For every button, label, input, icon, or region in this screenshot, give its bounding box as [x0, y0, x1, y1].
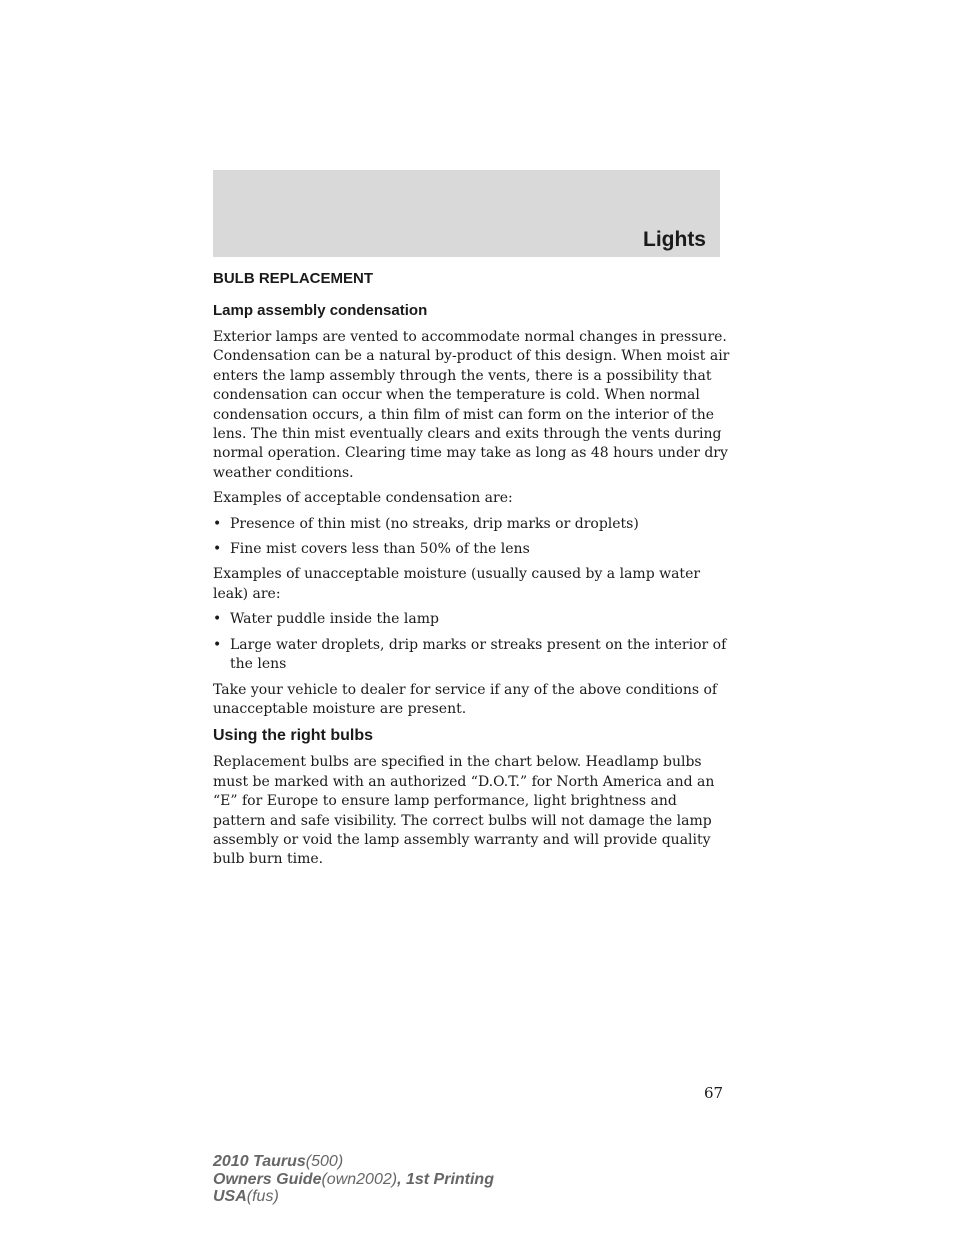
- section-header-band: [213, 170, 720, 257]
- service-paragraph: Take your vehicle to dealer for service if any of the above conditions of unacceptable moisture are present.: [213, 681, 718, 717]
- bullet-icon: •: [213, 636, 222, 653]
- section-title: Lights: [643, 228, 706, 251]
- list-item: • Water puddle inside the lamp: [213, 610, 733, 629]
- bullet-icon: •: [213, 611, 222, 628]
- footer-model-code: (500): [305, 1153, 344, 1170]
- footer-model: 2010 Taurus: [213, 1153, 306, 1170]
- footer-guide: Owners Guide: [213, 1170, 322, 1188]
- acceptable-list: [213, 515, 733, 560]
- list-item: • Presence of thin mist (no streaks, drip marks or droplets): [213, 515, 733, 534]
- list-item: • Large water droplets, drip marks or streaks present on the interior of the lens: [213, 636, 727, 673]
- bulbs-heading: Using the right bulbs: [213, 727, 373, 745]
- main-heading: BULB REPLACEMENT: [213, 270, 373, 287]
- footer-line-model: [213, 1153, 494, 1171]
- bulbs-paragraph: Replacement bulbs are specified in the chart below. Headlamp bulbs must be marked with an authorized “D.O.T.” for North America and an “E” for Europe to ensure lamp performance, light brightness and pattern and safe visibility. The correct bulbs will not damage the lamp assembly or void the lamp assembly warranty and will provide quality bulb burn time.: [213, 754, 715, 868]
- print-footer: [213, 1153, 494, 1206]
- condensation-heading: Lamp assembly condensation: [213, 302, 428, 319]
- footer-line-market: [213, 1188, 494, 1206]
- page-content: [213, 268, 733, 876]
- list-item: • Fine mist covers less than 50% of the lens: [213, 540, 733, 559]
- footer-printing: , 1st Printing: [397, 1170, 494, 1188]
- unacceptable-list: [213, 610, 733, 674]
- footer-market-code: (fus): [246, 1188, 279, 1205]
- condensation-paragraph: Exterior lamps are vented to accommodate normal changes in pressure. Condensation can be a natural by-product of this design. When moist air enters the lamp assembly through the vents, there is a possibility that condensation can occur when the temperature is cold. When normal condensation occurs, a thin film of mist can form on the interior of the lens. The thin mist eventually clears and exits through the vents during normal operation. Clearing time may take as long as 48 hours under dry weather conditions.: [213, 329, 730, 481]
- page-number: 67: [704, 1084, 724, 1102]
- footer-market: USA: [213, 1188, 247, 1205]
- bullet-icon: •: [213, 515, 222, 532]
- unacceptable-intro: Examples of unacceptable moisture (usually caused by a lamp water leak) are:: [213, 566, 701, 602]
- footer-line-guide: [213, 1171, 494, 1189]
- bullet-icon: •: [213, 541, 222, 558]
- footer-guide-code: (own2002): [321, 1170, 398, 1188]
- acceptable-intro: Examples of acceptable condensation are:: [213, 490, 513, 507]
